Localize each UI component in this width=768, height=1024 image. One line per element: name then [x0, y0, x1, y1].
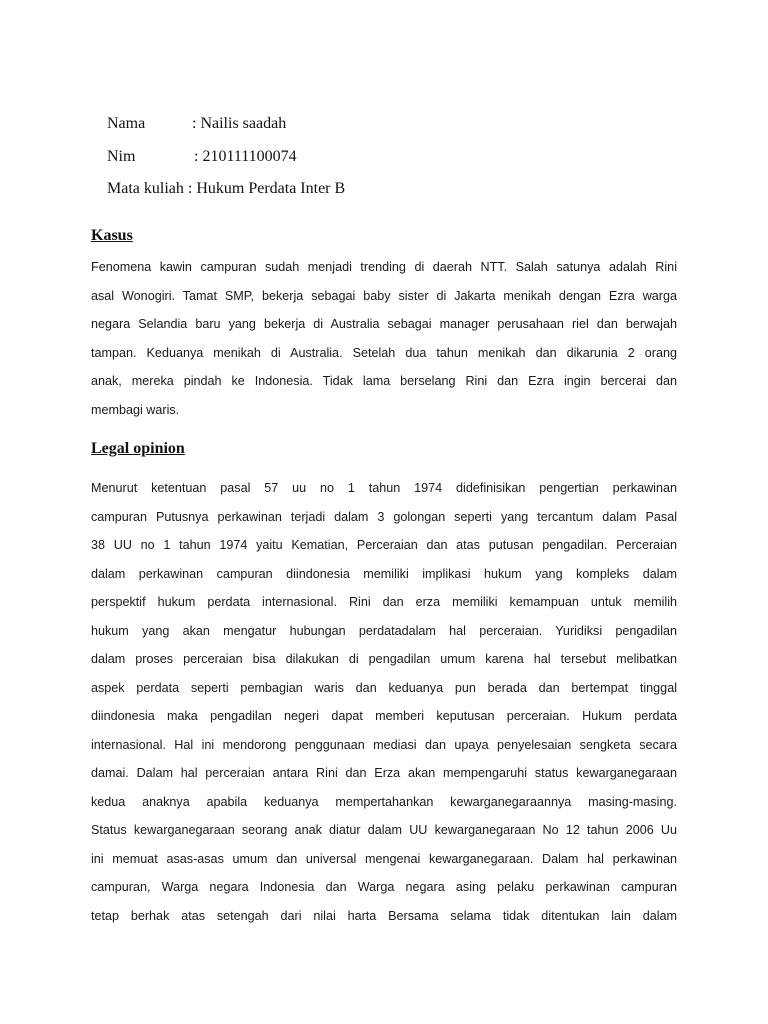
nim-value: : 210111100074	[194, 148, 297, 165]
nama-label: Nama	[107, 115, 146, 132]
legal-line: dalam proses perceraian bisa dilakukan di pengadilan umum karena hal tersebut melibatkan	[91, 652, 677, 666]
kasus-paragraph	[91, 253, 677, 424]
legal-line: ini memuat asas-asas umum dan universal mengenai kewarganegaraan. Dalam hal perkawinan	[91, 851, 677, 866]
kasus-line: anak, mereka pindah ke Indonesia. Tidak lama berselang Rini dan Ezra ingin bercerai dan	[91, 374, 677, 388]
legal-line: internasional. Hal ini mendorong penggunaan mediasi dan upaya penyelesaian sengketa secara	[91, 737, 677, 752]
legal-opinion-paragraph	[91, 474, 677, 930]
legal-line: tetap berhak atas setengah dari nilai harta Bersama selama tidak ditentukan lain dalam	[91, 908, 677, 923]
legal-line: diindonesia maka pengadilan negeri dapat memberi keputusan perceraian. Hukum perdata	[91, 709, 677, 723]
legal-line: kedua anaknya apabila keduanya mempertahankan kewarganegaraannya masing-masing.	[91, 794, 677, 809]
kasus-line: asal Wonogiri. Tamat SMP, bekerja sebagai baby sister di Jakarta menikah dengan Ezra warga	[91, 288, 677, 303]
legal-line: campuran, Warga negara Indonesia dan Warga negara asing pelaku perkawinan campuran	[91, 880, 677, 894]
legal-line: dalam perkawinan campuran diindonesia memiliki implikasi hukum yang kompleks dalam	[91, 566, 677, 581]
nim-label: Nim	[107, 148, 136, 165]
legal-line: 38 UU no 1 tahun 1974 yaitu Kematian, Perceraian dan atas putusan pengadilan. Perceraian	[91, 538, 677, 552]
kasus-line: tampan. Keduanya menikah di Australia. Setelah dua tahun menikah dan dikarunia 2 orang	[91, 345, 677, 360]
legal-line: perspektif hukum perdata internasional. Rini dan erza memiliki kemampuan untuk memilih	[91, 595, 677, 609]
legal-line: Menurut ketentuan pasal 57 uu no 1 tahun 1974 didefinisikan pengertian perkawinan	[91, 481, 677, 495]
kasus-line: membagi waris.	[91, 402, 180, 417]
nama-value: : Nailis saadah	[192, 115, 287, 132]
legal-line: damai. Dalam hal perceraian antara Rini dan Erza akan mempengaruhi status kewarganegaraan	[91, 766, 677, 780]
legal-line: hukum yang akan mengatur hubungan perdatadalam hal perceraian. Yuridiksi pengadilan	[91, 623, 677, 638]
matkul-label: Mata kuliah	[107, 180, 184, 197]
header-matkul-row	[91, 159, 345, 219]
kasus-line: Fenomena kawin campuran sudah menjadi trending di daerah NTT. Salah satunya adalah Rini	[91, 260, 677, 274]
kasus-heading: Kasus	[91, 227, 133, 244]
legal-opinion-heading: Legal opinion	[91, 440, 185, 457]
legal-line: Status kewarganegaraan seorang anak diatur dalam UU kewarganegaraan No 12 tahun 2006 Uu	[91, 823, 677, 837]
legal-line: campuran Putusnya perkawinan terjadi dalam 3 golongan seperti yang tercantum dalam Pasal	[91, 509, 677, 524]
legal-line: aspek perdata seperti pembagian waris dan keduanya pun berada dan bertempat tinggal	[91, 680, 677, 695]
matkul-value: : Hukum Perdata Inter B	[187, 180, 346, 197]
kasus-line: negara Selandia baru yang bekerja di Australia sebagai manager perusahaan riel dan berwajah	[91, 317, 677, 331]
